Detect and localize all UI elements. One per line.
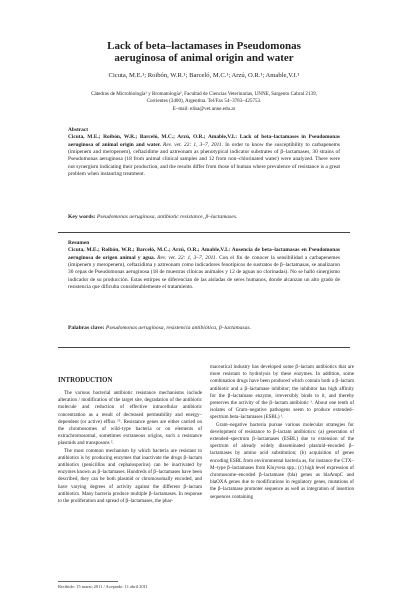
intro-paragraph: The most common mechanism by which bacteria are resistant to antibiotics is by producing enzymes that inactivate the drugs β–lactam antibiotics (penicillins and cephalosporins) can be inactivated by enzymes known as β–lactamases. Hundreds of β–lactamases have been described, they can be both plasmid or chromosomally encoded, and have varying degrees of activity against the different β–lactam antibiotics. Many bacteria produce multiple β–lactamases. In response to the proliferation and spread of β–lactamases, the phar-	[58, 447, 202, 505]
resumen-citation-ref: Rev. vet. 22: 1, 3–7, 2011.	[157, 254, 217, 261]
resumen-body: Con el fin de conocer la sensibilidad a carbapenemes (imipenem y meropenem), ceftazidima y aztreonam como indicadores fenotípicos de sustratos de β–lactamasas, se analizaron 30 cepas de Pseudomonas aeruginosa (18 de muestras clínicas animales y 12 de aguas no clorinadas). No se halló sinergismo indicador de su producción. Estas estirpes se diferencian de las aisladas de seres humanos, donde alcanzan un alto grado de resistencia que dificulta considerablemente el tratamiento.	[68, 254, 340, 291]
footnote-rule	[58, 581, 118, 582]
section-divider	[58, 232, 350, 233]
article-title	[70, 40, 338, 64]
abstract-block	[68, 127, 340, 178]
author-list: Cicuta, M.E.¹; Roibón, W.R.¹; Barceló, M.C.¹; Arzú, O.R.¹; Amable,V.I.¹	[108, 72, 300, 79]
affiliation-email: E–mail: elisa@vet.unne.edu.ar	[172, 105, 236, 112]
received-accepted-note: Recibido: 15 marzo 2011 / Aceptado: 11 abril 2011	[58, 584, 148, 589]
abstract-citation-ref: Rev. vet. 22: 1, 3–7, 2011.	[163, 141, 223, 148]
title-line-1: Lack of beta–lactamases in Pseudomonas	[107, 40, 301, 52]
abstract-citation: Cicuta, M.E.; Roibón, W.R.; Barceló, M.C.; Arzú, O.R.; Amable,V.I.: Lack of beta–lactamases in Pseudomonas aeruginosa of animal origin and water.	[68, 134, 340, 148]
intro-paragraph: maceutical industry has developed some β–lactam antibiotics that are more resistant to hydrolysis by these enzymes. In addition, some combination drugs have been produced which contain both a β–lactam antibiotic and a β–lactamase inhibitor; the inhibitor has high affinity for the β–lactamase enzyme, irreversibly binds to it, and thereby preserves the activity of the β–lactam antibiotic ¹. About one tenth of isolates of Gram–negative pathogens seem to produce extended–spectrum beta–lactamases (ESBL) ¹.	[210, 364, 354, 421]
palabras-text: Pseudomonas aeruginosa, resistencia antibiótica, β–lactamasas.	[105, 325, 251, 331]
section-divider	[58, 347, 350, 348]
affiliation-line-1: Cátedras de Microbiología¹ y Bromatología², Facultad de Ciencias Veterinarias, UNNE, Sargento Cabral 2139,	[91, 91, 317, 97]
intro-paragraph: The various bacterial antibiotic resistance mechanisms include alteration / modification of the target site, degradation of the antibiotic molecule and reduction of effective intracellular antibiotic concentration as a result of decreased permeability and energy–dependent (or active) efflux ¹⁵. Resistance genes are either carried on the chromosomes of wild–type bacteria or on elements of extrachromosomal, sometimes extraneous origins, such a resistance plasmids and transposons ².	[58, 390, 202, 447]
keywords-text: Pseudomonas aeruginosa, antibiotic resistance, β–lactamases.	[96, 214, 238, 220]
resumen-heading: Resumen	[68, 240, 90, 246]
palabras-clave	[68, 325, 340, 332]
resumen-citation: Cicuta, M.E.; Roibón, W.R.; Barceló, M.C.; Arzú, O.R.; Amable,V.I.: Ausencia de beta–lactamasas en Pseudomonas aeruginosa de origen animal y agua.	[68, 247, 340, 261]
affiliation-line-2: Corrientes (3400), Argentina. Tel/Fax 54–3783–425753.	[146, 98, 262, 105]
abstract-heading: Abstract	[68, 127, 89, 133]
column-left	[58, 376, 202, 505]
keywords-label: Key words:	[68, 214, 96, 220]
affiliation	[40, 91, 368, 113]
abstract-body: In order to know the susceptibility to carbapenems (imipenem and meropenem), ceftazidime and aztreonam as phenotypical indicator substrates of β–lactamases, 30 strains of Pseudomonas aeruginosa (18 from animal clinical samples and 12 from non–chlorinated water) were analyzed. There were not synergism indicating their production, and the results differ from those of human where prevalence of resistance is a great problem when instauring treatment.	[68, 141, 340, 178]
title-line-2: aeruginosa of animal origin and water	[114, 52, 294, 64]
resumen-text	[68, 247, 340, 291]
abstract-text	[68, 134, 340, 178]
keywords	[68, 214, 340, 221]
column-right	[210, 364, 354, 501]
intro-paragraph: Gram–negative bacteria pursue various molecular strategies for development of resistance to β–lactam antibiotics: (a) generation of extended–spectrum β–lactamases (ESBL) due to extension of the spectrum of already widely disseminated plasmid–encoded β–lactamases by amino acid substitution; (b) acquisition of genes encoding ESBL from environmental bacteria as, for instance the CTX–M–type β–lactamases from Kluyvera spp.; (c) high level expression of chromosome–encoded β–lactamase (bla) genes as blaAmpC and blaOXA genes due to modifications in regulatory genes, mutations of the β–lactamase promoter sequence as well as integration of insertion sequences containing	[210, 421, 354, 500]
palabras-label: Palabras clave:	[68, 325, 105, 331]
resumen-block	[68, 240, 340, 291]
introduction-heading: INTRODUCTION	[58, 377, 113, 384]
